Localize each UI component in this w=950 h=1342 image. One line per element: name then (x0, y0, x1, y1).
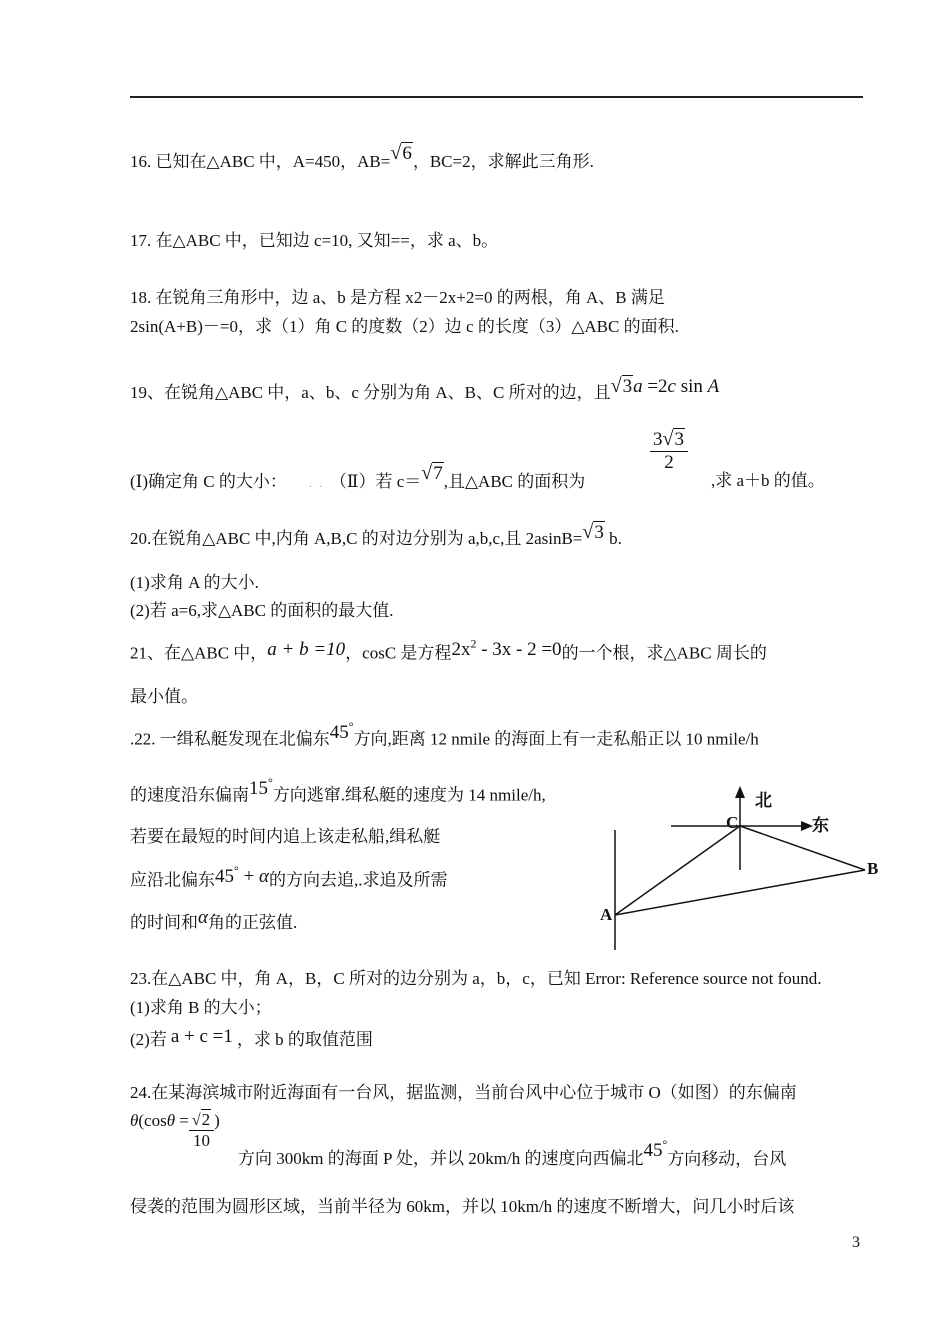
problem-22-line1: .22. 一缉私艇发现在北偏东45°方向,距离 12 nmile 的海面上有一走私船正以 10 nmile/h (130, 720, 759, 749)
sqrt-7: √7 (421, 462, 443, 484)
problem-19-line1: 19、在锐角△ABC 中，a、b、c 分别为角 A、B、C 所对的边，且√3a =2c sin A (130, 375, 720, 402)
segment-cb (740, 826, 865, 870)
problem-24-line3: 侵袭的范围为圆形区域，当前半径为 60km，并以 10km/h 的速度不断增大，问几小时后该 (130, 1197, 795, 1216)
problem-22-line5: 的时间和α角的正弦值. (130, 907, 298, 932)
problem-21-line2: 最小值。 (130, 687, 198, 706)
segment-ac (615, 826, 740, 915)
problem-20-q1: (1)求角 A 的大小. (130, 573, 259, 592)
problem-20-q2: (2)若 a=6,求△ABC 的面积的最大值. (130, 601, 394, 620)
equation-21b: $2x^2 - 3x - 2 =0$ (451, 637, 562, 661)
header-rule (130, 96, 863, 98)
problem-23-q2: (2)若 a + c =1 ，求 b 的取值范围 (130, 1026, 373, 1049)
theta-cos-expression: θ(cosθ = $\frac{√2}{10}$ ) (130, 1110, 220, 1150)
segment-ab (615, 870, 865, 915)
problem-17: 17. 在△ABC 中，已知边 c=10, 又知==，求 a、b。 (130, 231, 499, 250)
problem-24-line2: 方向 300km 的海面 P 处，并以 20km/h 的速度向西偏北45°方向移动，台风 (238, 1138, 787, 1169)
sqrt-6: √6 (390, 142, 412, 164)
point-c-label: C (726, 813, 739, 832)
page-number: 3 (852, 1234, 860, 1251)
north-label: 北 (755, 791, 772, 810)
north-arrow-icon (735, 786, 745, 798)
point-a-label: A (600, 905, 613, 924)
equation-19: √3a =2c sin A (610, 375, 720, 397)
point-b-label: B (867, 859, 879, 878)
problem-22-line2: 的速度沿东偏南15°方向逃窜.缉私艇的速度为 14 nmile/h, (130, 776, 546, 805)
problem-23-q1: (1)求角 B 的大小； (130, 998, 272, 1017)
east-label: 东 (812, 816, 829, 835)
problem-20: 20.在锐角△ABC 中,内角 A,B,C 的对边分别为 a,b,c,且 2asinB=√3 b. (130, 521, 622, 548)
pursuit-diagram (595, 780, 890, 955)
problem-22-line3: 若要在最短的时间内追上该走私船,缉私艇 (130, 827, 441, 846)
area-fraction: $\frac{3√3}{2}$ (650, 428, 688, 474)
problem-16: 16. 已知在△ABC 中，A=450，AB=√6，BC=2，求解此三角形. (130, 142, 594, 171)
sqrt-3: √3 (582, 521, 604, 543)
problem-22-line4: 应沿北偏东45° + α的方向去追,.求追及所需 (130, 864, 448, 890)
problem-18-line2: 2sin(A+B)－=0，求（1）角 C 的度数（2）边 c 的长度（3）△ABC 的面积. (130, 317, 679, 336)
problem-19-tail: ,求 a＋b 的值。 (711, 471, 825, 490)
problem-16-text: 16. 已知在△ABC 中，A=450，AB= (130, 152, 391, 171)
problem-23-line1: 23.在△ABC 中，角 A，B，C 所对的边分别为 a，b，c，已知 Error: Reference source not found. (130, 969, 822, 988)
problem-24-line1: 24.在某海滨城市附近海面有一台风，据监测，当前台风中心位于城市 O（如图）的东偏南 (130, 1083, 797, 1102)
problem-21: 21、在△ABC 中，a + b =10，cosC 是方程$2x^2 - 3x - 2 =0$的一个根，求△ABC 周长的 (130, 637, 767, 663)
problem-19-line2: (Ⅰ)确定角 C 的大小： . . （Ⅱ）若 c＝√7,且△ABC 的面积为 (130, 462, 586, 491)
problem-18-line1: 18. 在锐角三角形中，边 a、b 是方程 x2－2x+2=0 的两根，角 A、B 满足 (130, 288, 665, 307)
equation-21a: a + b =10 (267, 639, 346, 661)
